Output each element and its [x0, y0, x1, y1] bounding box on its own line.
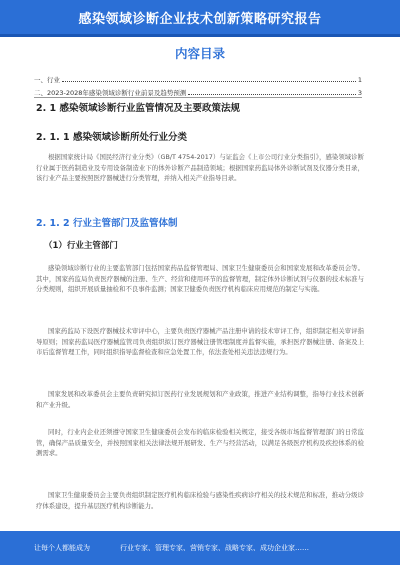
footer-roles: 行业专家、管理专家、营销专家、战略专家、成功企业家……: [120, 544, 309, 552]
toc-entry-label: 二、2023-2028年感染领域诊断行业前景及趋势预测: [34, 89, 187, 97]
paragraph-industry-classification: 根据国家统计局《国民经济行业分类》（GB/T 4754-2017）与证监会《上市公司行业分类指引》，感染领域诊断行业属于医药制造业及专用设备制造业下的体外诊断产品制造领域；根据国家药监局体外诊断试剂及仪器分类目录，该行业产品主要按照医疗器械进行分类管理，并纳入相关产业指导目录。: [36, 153, 364, 183]
toc-title: 内容目录: [174, 46, 225, 61]
paragraph-compliance: 同时，行业内企业还须遵守国家卫生健康委员会发布的临床检验相关规定，接受各级市场监督管理部门的日常监管，确保产品质量安全，并按照国家相关法律法规开展研发、生产与经营活动，以满足各级医疗机构及疾控体系的检测需求。: [36, 428, 364, 458]
toc-entry-page: 1: [357, 76, 362, 84]
paragraph-regulators: 感染领域诊断行业的主要监管部门包括国家药品监督管理局、国家卫生健康委员会和国家发展和改革委员会等。其中，国家药监局负责医疗器械的注册、生产、经营和使用环节的监督管理，制定体外诊断试剂与仪器的技术标准与分类规则，组织开展质量抽检和不良事件监测；国家卫健委负责医疗机构临床应用规范的制定与实施。: [36, 264, 364, 294]
toc-entry-label: 一、行业: [34, 76, 60, 84]
toc-leader-dots: [188, 94, 355, 95]
footer-banner: [0, 531, 400, 565]
paragraph-health-commission: 国家卫生健康委员会主要负责组织制定医疗机构临床检验与感染性疾病诊疗相关的技术规范和标准，推动分级诊疗体系建设，提升基层医疗机构诊断能力。: [36, 491, 364, 510]
paragraph-ndrc: 国家发展和改革委员会主要负责研究拟订医药行业发展规划和产业政策，推进产业结构调整，指导行业技术创新和产业升级。: [36, 390, 364, 409]
table-of-contents: [34, 72, 362, 98]
subheading-regulators: （1）行业主管部门: [44, 241, 118, 251]
report-header: [0, 0, 400, 37]
toc-entry[interactable]: [34, 72, 362, 84]
toc-leader-dots: [62, 81, 356, 82]
report-title: 感染领域诊断企业技术创新策略研究报告: [78, 11, 322, 27]
divider: [34, 97, 362, 98]
toc-entry[interactable]: [34, 85, 362, 97]
section-heading-2-1-1: 2. 1. 1 感染领域诊断所处行业分类: [36, 132, 187, 143]
footer-intro: 让每个人都能成为: [34, 544, 90, 552]
toc-entry-page: 3: [357, 89, 362, 97]
section-heading-2-1-2: 2. 1. 2 行业主管部门及监管体制: [36, 218, 178, 229]
paragraph-review-center: 国家药监局下设医疗器械技术审评中心，主要负责医疗器械产品注册申请的技术审评工作，组织制定相关审评指导原则；国家药监局医疗器械监管司负责组织拟订医疗器械注册管理制度并监督实施，承担医疗器械注册、备案及上市后监督管理工作，同时组织指导监督检查和应急处置工作，依法查处相关违法违规行为。: [36, 327, 364, 357]
section-heading-2-1: 2. 1 感染领域诊断行业监管情况及主要政策法规: [36, 103, 240, 114]
